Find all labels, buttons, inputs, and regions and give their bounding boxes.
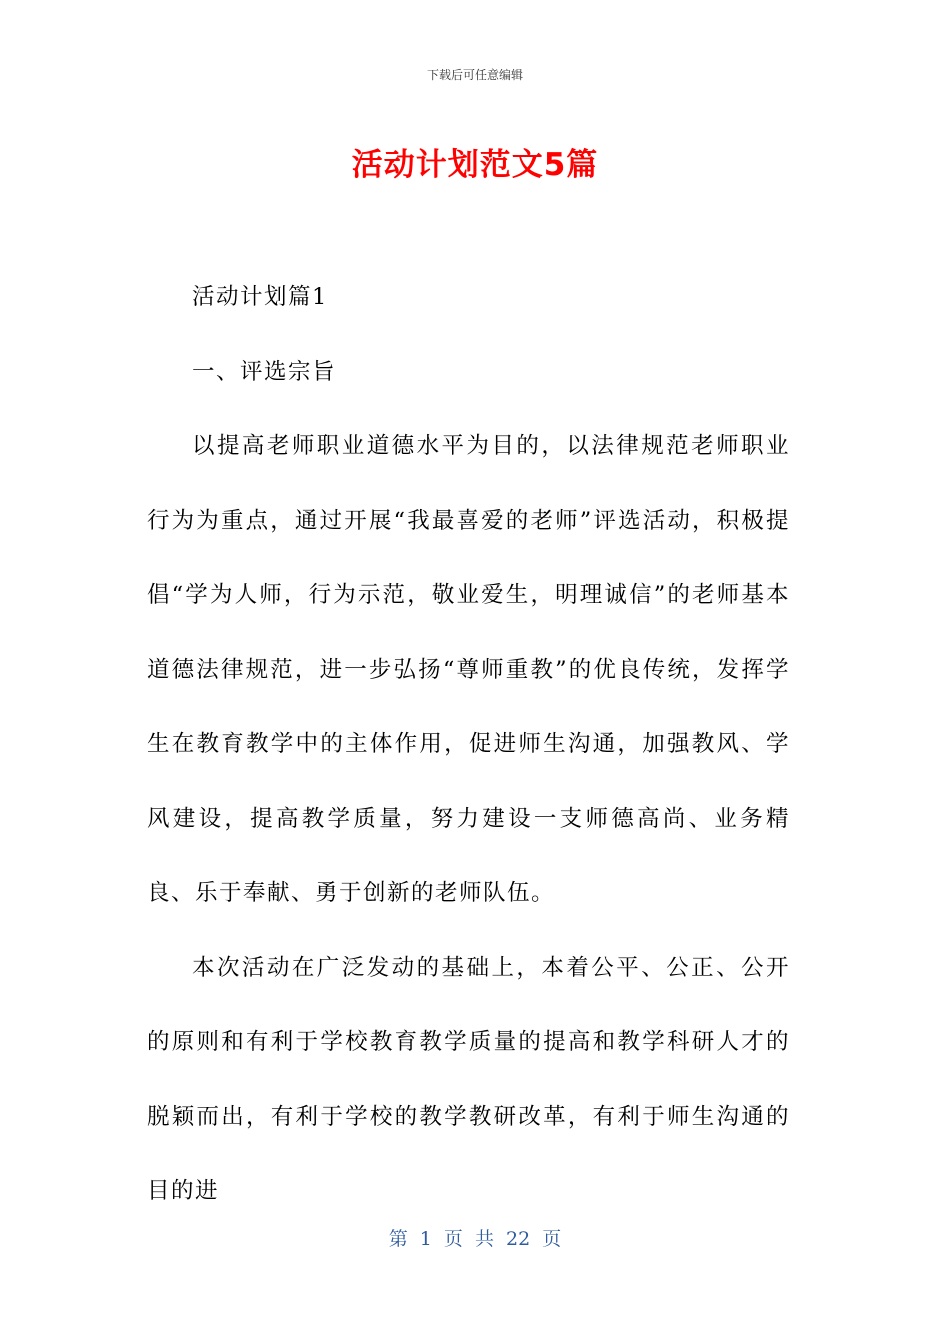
- document-title: 活动计划范文5篇: [351, 147, 599, 183]
- body-paragraph: 本次活动在广泛发动的基础上，本着公平、公正、公开的原则和有利于学校教育教学质量的提高和教学科研人才的脱颖而出，有利于学校的教学教研改革，有利于师生沟通的目的进: [147, 954, 790, 1204]
- subsection-heading: 一、评选宗旨: [192, 358, 337, 385]
- section-heading: 活动计划篇1: [192, 284, 328, 310]
- header-note: 下载后可任意编辑: [426, 68, 523, 82]
- body-paragraph: 以提高老师职业道德水平为目的，以法律规范老师职业行为为重点，通过开展“我最喜爱的老师”评选活动，积极提倡“学为人师，行为示范，敬业爱生，明理诚信”的老师基本道德法律规范，进一步弘扬“尊师重教”的优良传统，发挥学生在教育教学中的主体作用，促进师生沟通，加强教风、学风建设，提高教学质量，努力建设一支师德高尚、业务精良、乐于奉献、勇于创新的老师队伍。: [147, 433, 790, 906]
- page-number: 第 1 页 共 22 页: [388, 1228, 562, 1250]
- document-body: [147, 260, 790, 1229]
